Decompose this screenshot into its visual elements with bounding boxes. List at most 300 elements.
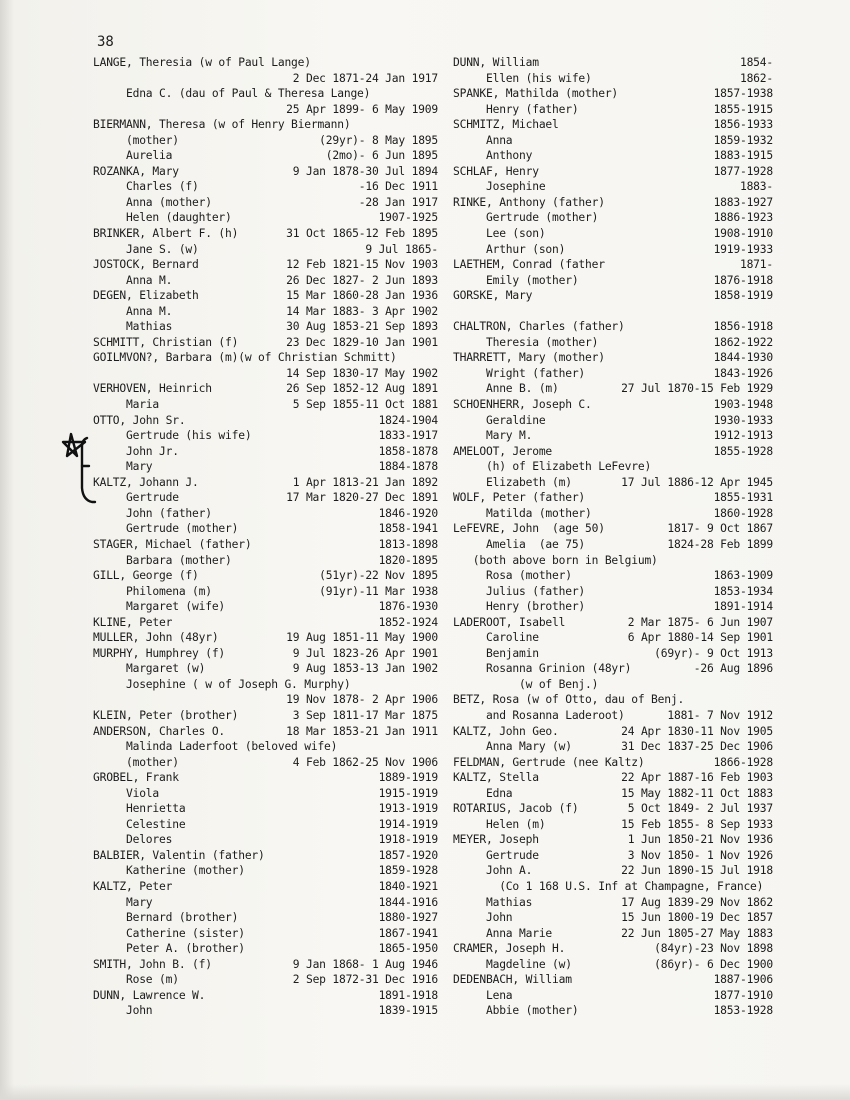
entry-name: SPANKE, Mathilda (mother) (453, 87, 619, 101)
burial-entry (93, 164, 438, 180)
entry-dates: -26 Aug 1896 (693, 662, 773, 676)
burial-entry (453, 335, 773, 351)
burial-entry (93, 988, 438, 1004)
entry-name: AMELOOT, Jerome (453, 444, 553, 458)
entry-dates: 1913-1919 (378, 802, 438, 816)
burial-entry (93, 475, 438, 491)
entry-name: Helen (m) (453, 817, 546, 831)
burial-entry (93, 584, 438, 600)
entry-name: Emily (mother) (453, 273, 579, 287)
entry-dates: 9 Jul 1865- (365, 242, 438, 256)
burial-entry (93, 102, 438, 118)
entry-name: (mother) (93, 133, 179, 147)
entry-name: Magdeline (w) (453, 957, 572, 971)
burial-entry (453, 786, 773, 802)
entry-name: Rosanna Grinion (48yr) (453, 662, 632, 676)
burial-entry (93, 273, 438, 289)
burial-entry (453, 615, 773, 631)
burial-entry (453, 164, 773, 180)
entry-name: THARRETT, Mary (mother) (453, 351, 605, 365)
burial-entry (93, 304, 438, 320)
burial-entry (453, 630, 773, 646)
entry-dates: 1854- (739, 56, 773, 69)
entry-dates: 15 Feb 1855- 8 Sep 1933 (621, 817, 773, 831)
entry-name: Ellen (his wife) (453, 71, 592, 85)
burial-entry (93, 1003, 438, 1019)
left-column (93, 55, 438, 1019)
entry-name: FELDMAN, Gertrude (nee Kaltz) (453, 755, 645, 769)
entry-dates: (2mo)- 6 Jun 1895 (325, 149, 438, 163)
entry-dates: 1887-1906 (713, 973, 773, 987)
entry-name: Viola (93, 786, 160, 800)
entry-dates: 1883- (739, 180, 773, 194)
entry-dates: 9 Aug 1853-13 Jan 1902 (292, 662, 438, 676)
entry-dates: 1912-1913 (713, 429, 773, 443)
entry-dates: 1844-1916 (378, 895, 438, 909)
burial-entry (453, 957, 773, 973)
burial-entry (93, 661, 438, 677)
entry-name: Anthony (453, 149, 533, 163)
entry-name: Mathias (453, 895, 533, 909)
burial-entry (93, 677, 438, 693)
burial-entry (93, 195, 438, 211)
entry-dates: 1844-1930 (713, 351, 773, 365)
entry-name: GILL, George (f) (93, 569, 199, 583)
burial-entry (93, 210, 438, 226)
entry-name: BIERMANN, Theresa (w of Henry Biermann) (93, 118, 351, 132)
burial-entry (453, 661, 773, 677)
entry-name: JOSTOCK, Bernard (93, 258, 199, 272)
burial-entry (93, 506, 438, 522)
burial-entry (93, 801, 438, 817)
burial-entry (453, 350, 773, 366)
burial-entry (453, 475, 773, 491)
burial-entry (93, 257, 438, 273)
entry-dates: 1880-1927 (378, 911, 438, 925)
scan-edge-shadow (0, 0, 14, 1100)
entry-dates: 1858-1941 (378, 522, 438, 536)
entry-dates: 1918-1919 (378, 833, 438, 847)
entry-dates: 1857-1920 (378, 848, 438, 862)
entry-dates: 1863-1909 (713, 569, 773, 583)
entry-dates: 1856-1918 (713, 320, 773, 334)
entry-dates: 3 Sep 1811-17 Mar 1875 (292, 708, 438, 722)
entry-name: John (father) (93, 506, 212, 520)
entry-name: MURPHY, Humphrey (f) (93, 646, 226, 660)
entry-dates: 1855-1931 (713, 491, 773, 505)
entry-dates: 1817- 9 Oct 1867 (667, 522, 773, 536)
entry-dates: 25 Apr 1899- 6 May 1909 (286, 102, 438, 116)
burial-entry (453, 568, 773, 584)
entry-name: (both above born in Belgium) (453, 553, 658, 567)
entry-dates: 17 Mar 1820-27 Dec 1891 (286, 491, 438, 505)
entry-name: WOLF, Peter (father) (453, 491, 586, 505)
burial-entry (453, 179, 773, 195)
burial-entry (453, 273, 773, 289)
burial-entry (453, 86, 773, 102)
entry-dates: 1883-1927 (713, 195, 773, 209)
burial-entry (93, 615, 438, 631)
entry-name: Celestine (93, 817, 186, 831)
burial-entry (93, 459, 438, 475)
burial-entry (453, 444, 773, 460)
entry-name: KLINE, Peter (93, 615, 173, 629)
entry-dates: 22 Jun 1805-27 May 1883 (621, 926, 773, 940)
entry-dates: 31 Dec 1837-25 Dec 1906 (621, 740, 773, 754)
burial-entry (453, 257, 773, 273)
burial-entry (93, 786, 438, 802)
burial-entry (453, 1003, 773, 1019)
burial-entry (93, 926, 438, 942)
burial-entry (93, 770, 438, 786)
entry-name: Henry (brother) (453, 600, 586, 614)
entry-dates: -16 Dec 1911 (358, 180, 438, 194)
entry-name: Anna Marie (453, 926, 553, 940)
entry-dates: 1908-1910 (713, 227, 773, 241)
burial-entry (93, 941, 438, 957)
burial-entry (453, 288, 773, 304)
burial-entry (93, 133, 438, 149)
entry-dates: 1856-1933 (713, 118, 773, 132)
entry-dates: 1865-1950 (378, 942, 438, 956)
burial-entry (453, 71, 773, 87)
entry-dates: 9 Jan 1878-30 Jul 1894 (292, 164, 438, 178)
burial-entry (453, 739, 773, 755)
entry-name: CRAMER, Joseph H. (453, 942, 566, 956)
burial-entry (93, 895, 438, 911)
burial-entry (453, 646, 773, 662)
entry-name: Margaret (w) (93, 662, 206, 676)
entry-name: Margaret (wife) (93, 600, 226, 614)
entry-name: Amelia (ae 75) (453, 537, 586, 551)
burial-entry (93, 397, 438, 413)
entry-name: Gertrude (his wife) (93, 429, 252, 443)
burial-entry (93, 226, 438, 242)
entry-name: Anna (453, 133, 513, 147)
entry-dates: 26 Sep 1852-12 Aug 1891 (286, 382, 438, 396)
entry-dates: 1915-1919 (378, 786, 438, 800)
burial-entry (93, 521, 438, 537)
burial-entry (93, 537, 438, 553)
burial-entry (453, 708, 773, 724)
entry-dates: 1891-1918 (378, 988, 438, 1002)
burial-entry (453, 677, 773, 693)
entry-name: Arthur (son) (453, 242, 566, 256)
burial-entry (453, 459, 773, 475)
entry-name: RINKE, Anthony (father) (453, 195, 605, 209)
entry-name: Lee (son) (453, 227, 546, 241)
entry-dates: 1877-1910 (713, 988, 773, 1002)
entry-dates: 1857-1938 (713, 87, 773, 101)
entry-name: KALTZ, Peter (93, 879, 173, 893)
entry-name: Abbie (mother) (453, 1004, 579, 1018)
entry-dates: 18 Mar 1853-21 Jan 1911 (286, 724, 438, 738)
entry-dates: 9 Jul 1823-26 Apr 1901 (292, 646, 438, 660)
entry-name: John Jr. (93, 444, 179, 458)
entry-name: DEGEN, Elizabeth (93, 289, 199, 303)
entry-dates: 19 Nov 1878- 2 Apr 1906 (286, 693, 438, 707)
entry-name: ROTARIUS, Jacob (f) (453, 802, 579, 816)
entry-dates: 2 Mar 1875- 6 Jun 1907 (627, 615, 773, 629)
entry-dates: 15 May 1882-11 Oct 1883 (621, 786, 773, 800)
burial-entry (93, 972, 438, 988)
burial-entry (93, 755, 438, 771)
burial-entry (93, 288, 438, 304)
entry-name: Josephine (453, 180, 546, 194)
entry-name: Geraldine (453, 413, 546, 427)
burial-entry (453, 584, 773, 600)
burial-entry (453, 319, 773, 335)
entry-dates: 1930-1933 (713, 413, 773, 427)
entry-name: Benjamin (453, 646, 539, 660)
entry-dates: 1883-1915 (713, 149, 773, 163)
burial-entry (453, 801, 773, 817)
burial-entry (93, 568, 438, 584)
entry-name: STAGER, Michael (father) (93, 537, 252, 551)
burial-entry (93, 366, 438, 382)
entry-name: and Rosanna Laderoot) (453, 708, 625, 722)
handwritten-marks (55, 432, 115, 522)
entry-dates: 1855-1928 (713, 444, 773, 458)
burial-entry (93, 242, 438, 258)
entry-name: Anna M. (93, 273, 173, 287)
burial-entry (453, 102, 773, 118)
burial-entry (93, 646, 438, 662)
entry-name: Lena (453, 988, 513, 1002)
burial-entry (453, 226, 773, 242)
entry-name: Edna (453, 786, 513, 800)
burial-entry (93, 708, 438, 724)
entry-name: OTTO, John Sr. (93, 413, 186, 427)
entry-dates: 1858-1878 (378, 444, 438, 458)
entry-name: Rosa (mother) (453, 569, 572, 583)
entry-dates: 1876-1918 (713, 273, 773, 287)
entry-dates: 1820-1895 (378, 553, 438, 567)
entry-name: Mary (93, 460, 153, 474)
entry-dates: 1914-1919 (378, 817, 438, 831)
burial-entry (93, 71, 438, 87)
entry-name: Elizabeth (m) (453, 475, 572, 489)
entry-dates: 12 Feb 1821-15 Nov 1903 (286, 258, 438, 272)
entry-name: BRINKER, Albert F. (h) (93, 227, 239, 241)
entry-dates: (91yr)-11 Mar 1938 (319, 584, 438, 598)
entry-name: Julius (father) (453, 584, 586, 598)
entry-name: VERHOVEN, Heinrich (93, 382, 212, 396)
burial-entry (93, 428, 438, 444)
entry-name: ROZANKA, Mary (93, 164, 179, 178)
burial-entry (453, 148, 773, 164)
entry-name: LADEROOT, Isabell (453, 615, 566, 629)
entry-dates: 1859-1932 (713, 133, 773, 147)
entry-dates: 1840-1921 (378, 879, 438, 893)
entry-name: SMITH, John B. (f) (93, 957, 212, 971)
burial-entry (453, 770, 773, 786)
entry-name: GORSKE, Mary (453, 289, 533, 303)
entry-dates: 17 Jul 1886-12 Apr 1945 (621, 475, 773, 489)
burial-entry (93, 117, 438, 133)
entry-dates: 14 Sep 1830-17 May 1902 (286, 366, 438, 380)
entry-dates: 15 Jun 1800-19 Dec 1857 (621, 911, 773, 925)
entry-dates: (69yr)- 9 Oct 1913 (654, 646, 773, 660)
entry-name: Jane S. (w) (93, 242, 199, 256)
entry-name: John (453, 911, 513, 925)
burial-entry (453, 506, 773, 522)
entry-name: KALTZ, Stella (453, 771, 539, 785)
burial-entry (93, 444, 438, 460)
entry-name: Aurelia (93, 149, 173, 163)
burial-entry (453, 599, 773, 615)
entry-dates: 1876-1930 (378, 600, 438, 614)
burial-entry (453, 490, 773, 506)
entry-dates: 31 Oct 1865-12 Feb 1895 (286, 227, 438, 241)
entry-dates: 1859-1928 (378, 864, 438, 878)
entry-dates: 23 Dec 1829-10 Jan 1901 (286, 335, 438, 349)
burial-entry (93, 55, 438, 71)
entry-name: LAETHEM, Conrad (father (453, 258, 605, 272)
burial-entry (453, 413, 773, 429)
entry-dates: 1855-1915 (713, 102, 773, 116)
burial-entry (93, 335, 438, 351)
entry-name: LANGE, Theresia (w of Paul Lange) (93, 56, 311, 69)
burial-entry (93, 879, 438, 895)
burial-entry (453, 755, 773, 771)
burial-entry (453, 863, 773, 879)
entry-name: Anna (mother) (93, 195, 212, 209)
burial-entry (453, 692, 773, 708)
entry-dates: 17 Aug 1839-29 Nov 1862 (621, 895, 773, 909)
entry-name: DUNN, William (453, 56, 539, 69)
entry-dates: (51yr)-22 Nov 1895 (319, 569, 438, 583)
entry-name: Henrietta (93, 802, 186, 816)
entry-dates: 2 Sep 1872-31 Dec 1916 (292, 973, 438, 987)
entry-name: Peter A. (brother) (93, 942, 245, 956)
burial-entry (453, 537, 773, 553)
burial-entry (93, 832, 438, 848)
entry-name: SCHOENHERR, Joseph C. (453, 398, 592, 412)
entry-name: Mary (93, 895, 153, 909)
burial-entry (453, 926, 773, 942)
entry-name: Bernard (brother) (93, 911, 239, 925)
burial-entry (93, 553, 438, 569)
entry-dates: 1877-1928 (713, 164, 773, 178)
burial-entry (93, 86, 438, 102)
entry-name: Matilda (mother) (453, 506, 592, 520)
entry-name: Gertrude (mother) (93, 522, 239, 536)
entry-name: Maria (93, 398, 160, 412)
entry-dates: 1862- (739, 71, 773, 85)
entry-name: Theresia (mother) (453, 335, 599, 349)
burial-entry (93, 692, 438, 708)
burial-entry (453, 879, 773, 895)
entry-name: Katherine (mother) (93, 864, 245, 878)
entry-dates: 1824-28 Feb 1899 (667, 537, 773, 551)
entry-dates: 26 Dec 1827- 2 Jun 1893 (286, 273, 438, 287)
burial-entry (93, 957, 438, 973)
entry-dates: 9 Jan 1868- 1 Aug 1946 (292, 957, 438, 971)
entry-name: Wright (father) (453, 366, 586, 380)
entry-dates: 1886-1923 (713, 211, 773, 225)
entry-dates: -28 Jan 1917 (358, 195, 438, 209)
entry-name: Philomena (m) (93, 584, 212, 598)
entry-name: DUNN, Lawrence W. (93, 988, 206, 1002)
entry-dates: 1903-1948 (713, 398, 773, 412)
burial-entry (453, 724, 773, 740)
entry-name: Gertrude (93, 491, 179, 505)
entry-name: BALBIER, Valentin (father) (93, 848, 265, 862)
entry-dates: 1 Jun 1850-21 Nov 1936 (627, 833, 773, 847)
entry-name: John A. (453, 864, 533, 878)
burial-entry (453, 397, 773, 413)
burial-entry (453, 242, 773, 258)
entry-dates: 22 Apr 1887-16 Feb 1903 (621, 771, 773, 785)
entry-dates: 30 Aug 1853-21 Sep 1893 (286, 320, 438, 334)
burial-entry (93, 413, 438, 429)
entry-dates: 1871- (739, 258, 773, 272)
burial-entry (453, 895, 773, 911)
entry-dates: 1866-1928 (713, 755, 773, 769)
entry-dates: 1813-1898 (378, 537, 438, 551)
entry-name: Josephine ( w of Joseph G. Murphy) (93, 677, 351, 691)
entry-dates: 15 Mar 1860-28 Jan 1936 (286, 289, 438, 303)
entry-dates: 1889-1919 (378, 771, 438, 785)
burial-entry (93, 630, 438, 646)
burial-entry (93, 739, 438, 755)
burial-entry (453, 941, 773, 957)
entry-dates: 1833-1917 (378, 429, 438, 443)
entry-dates: 3 Nov 1850- 1 Nov 1926 (627, 848, 773, 862)
entry-name: Edna C. (dau of Paul & Theresa Lange) (93, 87, 371, 101)
burial-entry (93, 817, 438, 833)
entry-dates: 5 Sep 1855-11 Oct 1881 (292, 398, 438, 412)
burial-entry (453, 55, 773, 71)
burial-entry (93, 319, 438, 335)
entry-dates: 1852-1924 (378, 615, 438, 629)
entry-dates: (86yr)- 6 Dec 1900 (654, 957, 773, 971)
burial-entry (93, 848, 438, 864)
entry-name: Malinda Laderfoot (beloved wife) (93, 740, 338, 754)
entry-name: KALTZ, John Geo. (453, 724, 559, 738)
entry-name: MEYER, Joseph (453, 833, 539, 847)
entry-name: Barbara (mother) (93, 553, 232, 567)
entry-dates: 1862-1922 (713, 335, 773, 349)
burial-entry (453, 988, 773, 1004)
entry-name: Caroline (453, 631, 539, 645)
entry-name: CHALTRON, Charles (father) (453, 320, 625, 334)
entry-name: Gertrude (453, 848, 539, 862)
entry-name: (Co 1 168 U.S. Inf at Champagne, France) (453, 879, 764, 893)
entry-name: Delores (93, 833, 173, 847)
entry-dates: 4 Feb 1862-25 Nov 1906 (292, 755, 438, 769)
entry-dates: 6 Apr 1880-14 Sep 1901 (627, 631, 773, 645)
entry-dates: 1884-1878 (378, 460, 438, 474)
entry-dates: 24 Apr 1830-11 Nov 1905 (621, 724, 773, 738)
entry-name: Anna Mary (w) (453, 740, 572, 754)
entry-dates: 1853-1934 (713, 584, 773, 598)
burial-entry (453, 210, 773, 226)
entry-name: ANDERSON, Charles O. (93, 724, 226, 738)
entry-dates: 5 Oct 1849- 2 Jul 1937 (627, 802, 773, 816)
burial-entry (453, 133, 773, 149)
entry-name: KLEIN, Peter (brother) (93, 708, 239, 722)
entry-dates: 22 Jun 1890-15 Jul 1918 (621, 864, 773, 878)
entry-dates: 1907-1925 (378, 211, 438, 225)
entry-name: BETZ, Rosa (w of Otto, dau of Benj. (453, 693, 685, 707)
entry-name: Gertrude (mother) (453, 211, 599, 225)
bracket-mark-icon (82, 438, 95, 502)
entry-dates: 1881- 7 Nov 1912 (667, 708, 773, 722)
entry-dates: (84yr)-23 Nov 1898 (654, 942, 773, 956)
entry-dates: 1843-1926 (713, 366, 773, 380)
